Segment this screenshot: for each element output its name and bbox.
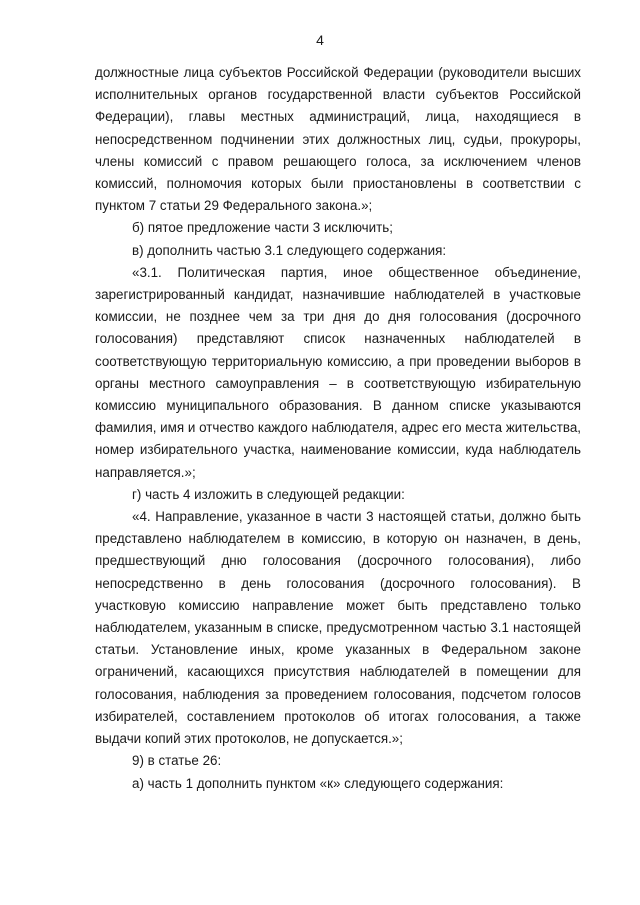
paragraph-continuation: должностные лица субъектов Российской Федерации (руководители высших исполнительных органов государственной власти субъектов Российской Федерации), главы местных администраций, лица, находящиеся в непосредственном подчинении этих должностных лиц, судьи, прокуроры, члены комиссий с правом решающего голоса, за исключением членов комиссий, полномочия которых были приостановлены в соответствии с пунктом 7 статьи 29 Федерального закона.»; bbox=[95, 65, 581, 214]
page-number: 4 bbox=[316, 32, 324, 48]
paragraph-item-v: в) дополнить частью 3.1 следующего содержания: bbox=[132, 242, 447, 258]
paragraph-item-g: г) часть 4 изложить в следующей редакции: bbox=[132, 486, 405, 502]
paragraph-item-a: а) часть 1 дополнить пунктом «к» следующего содержания: bbox=[132, 775, 504, 791]
paragraph-part-4: «4. Направление, указанное в части 3 настоящей статьи, должно быть представлено наблюдателем в комиссию, в которую он назначен, в день, предшествующий дню голосования (досрочного голосования), либо непосредственно в день голосования (досрочного голосования). В участковую комиссию направление может быть представлено только наблюдателем, указанным в списке, предусмотренном частью 3.1 настоящей статьи. Установление иных, кроме указанных в Федеральном законе ограничений, касающихся присутствия наблюдателей в помещении для голосования, наблюдения за проведением голосования, подсчетом голосов избирателей, составлением протоколов об итогах голосования, а также выдачи копий этих протоколов, не допускается.»; bbox=[95, 509, 581, 747]
paragraph-item-9: 9) в статье 26: bbox=[132, 753, 222, 769]
paragraph-item-b: б) пятое предложение части 3 исключить; bbox=[132, 220, 393, 236]
paragraph-part-3-1: «3.1. Политическая партия, иное общественное объединение, зарегистрированный кандидат, назначившие наблюдателей в участковые комиссии, не позднее чем за три дня до дня голосования (досрочного голосования) представляют список назначенных наблюдателей в соответствующую территориальную комиссию, а при проведении выборов в органы местного самоуправления – в соответствующую избирательную комиссию муниципального образования. В данном списке указываются фамилия, имя и отчество каждого наблюдателя, адрес его места жительства, номер избирательного участка, наименование комиссии, куда наблюдатель направляется.»; bbox=[95, 264, 581, 480]
document-body bbox=[95, 62, 581, 795]
